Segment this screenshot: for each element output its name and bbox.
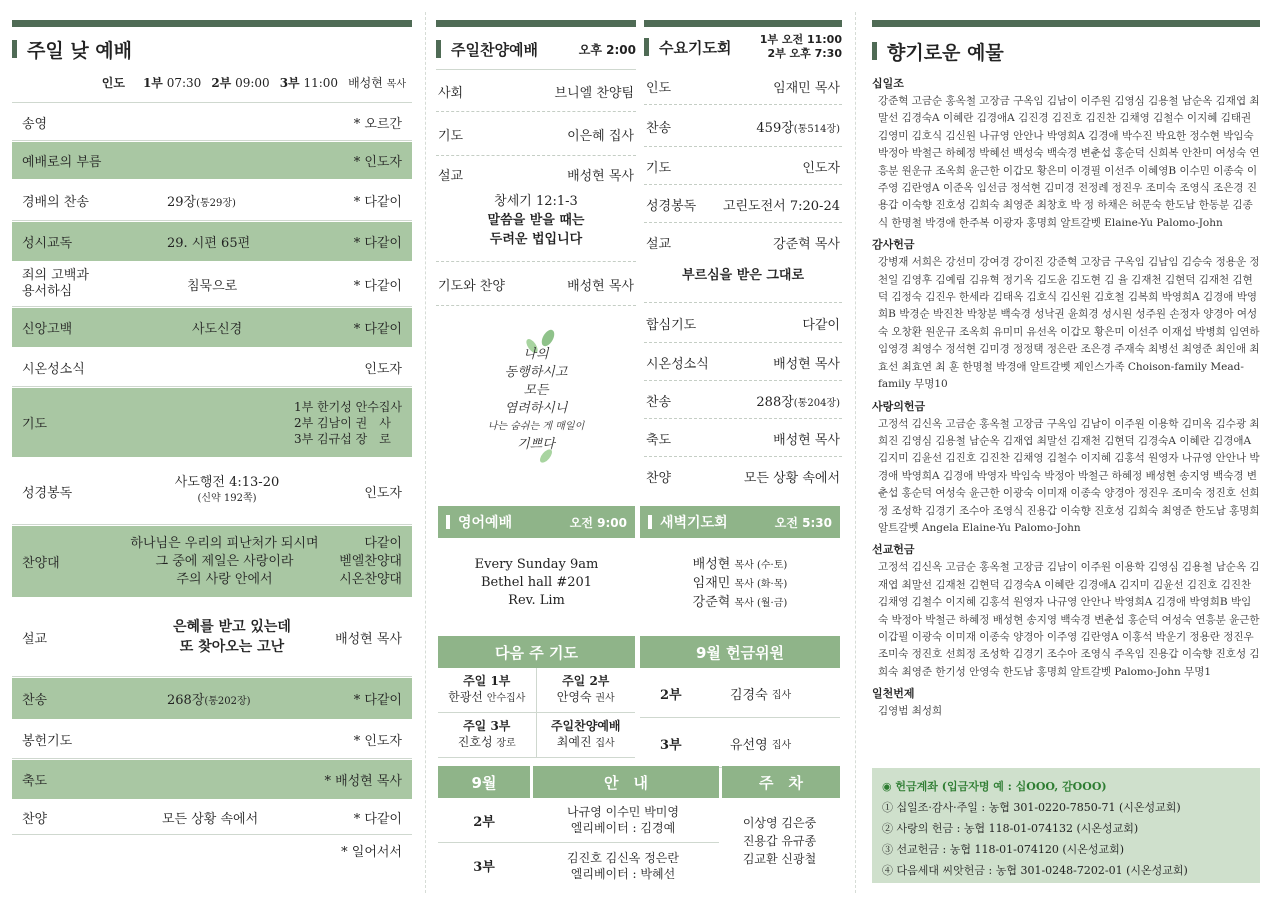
- order-row: 찬송 268장(통202장) * 다같이: [12, 677, 412, 719]
- offering-names: 고정석 김신옥 고금순 홍옥철 고장금 김남이 이주원 이용학 김영심 김용철 남순옥 김재엽 최말선 김재천 김현덕 김경숙A 이혜란 김경애A 김지미 김윤선 김진호 김진찬 김채영 김철수 이지혜 김홍석 원영자 나규영 안안나 박영희A 김경애 박영희B 박임숙 박정아 박철근 하혜정 배성현 송지영 백숙경 변춘섭 홍순덕 여성숙 연흥분 윤근한 이갑필 이광숙 이미재 이종숙 양경아 이주영 김란영A 이홍석 박운기 정용란 정진우 조미숙 정진호 선희정 조성학 김경기 조수아 조영식 주옥임 진용갑 이숙향 진호성 김희숙 최영준 한기성 안영숙 한도남 홍명희 알트갈벳 Palomo-John 무명1: [878, 561, 1260, 678]
- praise-row: 설교 배성현 목사: [436, 156, 636, 192]
- account-line: ④ 다음세대 씨앗헌금 : 농협 301-0248-7202-01 (시온성교회): [882, 864, 1188, 877]
- title-mark-icon: [872, 42, 877, 60]
- dawn-title-bar: 새벽기도회 오전 5:30: [640, 506, 840, 538]
- account-line: ② 사랑의 헌금 : 농협 118-01-074132 (시온성교회): [882, 822, 1139, 835]
- wed-row: 인도 임재민 목사: [644, 67, 842, 105]
- sunday-title: 주일 낮 예배: [12, 31, 412, 67]
- guide-table: 9월 안 내 주 차 2부 나규영 이수민 박미영 엘리베이터 : 김경예 3부 김진호 김신옥 정은란 엘리베이터 : 박혜선 이상영 김은중 진용갑 유규종 김교환 신광철: [438, 766, 840, 888]
- order-row: 시온성소식 인도자: [12, 347, 412, 387]
- standing-note: * 일어서서: [12, 835, 412, 865]
- wed-row: 성경봉독 고린도전서 7:20-24: [644, 185, 842, 223]
- leader-name: 배성현 목사: [348, 75, 406, 90]
- next-prayer-grid: [438, 668, 635, 758]
- wednesday-panel: [644, 0, 842, 495]
- wed-row: 합심기도 다같이: [644, 303, 842, 343]
- order-row: 경배의 찬송 29장(통29장) * 다같이: [12, 179, 412, 221]
- prayer-cell: 주일 1부 한광선 안수집사: [438, 668, 537, 713]
- offering-names: 김영범 최성희: [878, 705, 943, 718]
- prayer-cell: 주일찬양예배 최예진 집사: [550, 719, 621, 749]
- order-row: 축도 * 배성현 목사: [12, 759, 412, 799]
- title-mark-icon: [436, 40, 441, 58]
- parking-names: 이상영 김은중 진용갑 유규종 김교환 신광철: [742, 816, 817, 866]
- order-row: 봉헌기도 * 인도자: [12, 719, 412, 759]
- offerings-panel: [872, 0, 1260, 721]
- praise-row: 사회 브니엘 찬양팀: [436, 70, 636, 112]
- wed-row: 축도 배성현 목사: [644, 419, 842, 457]
- praise-row: 기도 이은혜 집사: [436, 112, 636, 156]
- order-row: 죄의 고백과 용서하심 침묵으로 * 다같이: [12, 261, 412, 307]
- prayer-cell: 주일 3부 진호성 장로: [438, 713, 537, 757]
- wednesday-title: 수요기도회 1부 오전 11:00 2부 오후 7:30: [644, 27, 842, 67]
- committee-row: 3부 유선영 집사: [640, 718, 840, 768]
- wed-sermon: 부르심을 받은 그대로: [644, 261, 842, 303]
- english-title-bar: 영어예배 오전 9:00: [438, 506, 635, 538]
- offering-category: 선교헌금: [872, 543, 915, 557]
- account-title: ◉ 헌금계좌 (입금자명 예 : 십OOO, 감OOO): [882, 780, 1107, 793]
- offering-category: 사랑의헌금: [872, 399, 926, 413]
- offering-category: 일천번제: [872, 687, 915, 701]
- order-row: 찬양 모든 상황 속에서 * 다같이: [12, 799, 412, 835]
- title-mark-icon: [644, 38, 649, 56]
- english-service: [438, 506, 635, 610]
- service-times: [12, 67, 412, 97]
- time-1: 1부 07:30: [142, 75, 202, 90]
- guide-row: 2부 나규영 이수민 박미영 엘리베이터 : 김경예: [438, 798, 719, 843]
- sunday-service-panel: [12, 0, 412, 865]
- offering-names: 강준혁 고금순 홍옥철 고장금 구옥임 김남이 이주원 김영심 김용철 남순옥 김재엽 최말선 김경숙A 이혜란 김경애A 김진경 김진호 김진찬 김채영 김철수 이지혜 김태권 김영미 김호식 김신원 나규영 안안나 박영희A 김경애 박수진 박요한 정수현 박임숙 박정아 박철근 하혜정 박혜선 백성숙 백숙경 변춘섭 홍순덕 신희복 안찬미 여성숙 연흥분 원운규 조옥희 윤근한 이갑모 황은미 이경필 이선주 이혜영B 이수민 이종숙 이주영 김란영A 이준옥 임선금 정석현 김미경 전정례 정진우 조미숙 조영식 조은경 진용갑 이숙향 진호성 김희숙 최영준 최창호 박 정 하채은 허문숙 한도남 한동분 김종식 한명철 박경애 한주복 이광자 홍명희 알트갈벳 Elaine-Yu Palomo-John: [878, 95, 1260, 229]
- wed-row: 기도 인도자: [644, 147, 842, 185]
- prayer-cell: 주일 2부 안영숙 권사: [537, 668, 636, 713]
- wed-row: 설교 강준혁 목사: [644, 223, 842, 261]
- account-line: ① 십일조·감사·주일 : 농협 301-0220-7850-71 (시온성교회): [882, 801, 1181, 814]
- praise-title: 주일찬양예배 오후 2:00: [436, 31, 636, 67]
- order-row: 신앙고백 사도신경 * 다같이: [12, 307, 412, 347]
- wed-row: 찬양 모든 상황 속에서: [644, 457, 842, 495]
- offering-category: 십일조: [872, 77, 904, 90]
- offering-category: 감사헌금: [872, 238, 915, 252]
- dawn-prayer: [640, 506, 840, 613]
- account-box: [872, 768, 1260, 883]
- prayer-row: 기도 1부 한기성 안수집사 2부 김남이 권 사 3부 김규섭 장 로: [12, 387, 412, 457]
- calligraphy-art: 나의 동행하시고 모든 염려하시니 나는 숨쉬는 게 매일이 기쁘다: [436, 306, 636, 502]
- reading-row: 성경봉독 사도행전 4:13-20 (신약 192쪽) 인도자: [12, 457, 412, 525]
- choir-row: 찬양대 하나님은 우리의 피난처가 되시며 그 중에 제일은 사랑이라 주의 사랑 안에서 다같이 벧엘찬양대 시온찬양대: [12, 525, 412, 597]
- dawn-info: 배성현 목사 (수·토) 임재민 목사 (화·목) 강준혁 목사 (월·금): [692, 557, 788, 610]
- account-line: ③ 선교헌금 : 농협 118-01-074120 (시온성교회): [882, 843, 1125, 856]
- time-3: 3부 11:00: [279, 75, 339, 90]
- offering-names: 강병재 서희은 강선미 강여경 강이진 강준혁 고장금 구옥임 김남임 김승숙 정용운 정천일 김영후 김예림 김유혁 정기옥 김도윤 김도현 김 율 김재천 김현덕 김재천 김현덕 김정숙 김진우 한세라 김태옥 김호식 김신원 김호철 김복희 박영희A 김경애 박영희B 박경순 박진찬 박창분 백숙경 성낙권 윤희경 성시원 성주원 손정자 양경아 여성숙 오창환 원운규 조옥희 유미미 유선옥 이갑모 황은미 이선주 이재섭 박병희 임연하 임영경 최영수 정석현 김미경 정정택 정은란 조은경 주재숙 최병선 최영준 최인애 최효선 최효연 최 훈 한명철 박경애 알트갈벳 제인스가족 Choison-family Mead-family 무명10: [878, 256, 1260, 391]
- committee-row: 2부 김경숙 집사: [640, 668, 840, 718]
- wed-row: 찬송 459장(통514장): [644, 105, 842, 147]
- guide-row: 3부 김진호 김신옥 정은란 엘리베이터 : 박혜선: [473, 850, 679, 881]
- leader-label: 인도: [101, 75, 125, 90]
- wed-row: 찬송 288장(통204장): [644, 381, 842, 419]
- next-prayer: 다음 주 기도 주일 1부 한광선 안수집사 주일 2부 안영숙 권사 주일 3부 진호성 장로 주일찬양예배 최예진 집사: [438, 636, 635, 758]
- offering-names: 고정석 김신옥 고금순 홍옥철 고장금 구옥임 김남이 이주원 이용학 김미옥 김수광 최희진 김영심 김용철 남순옥 김재엽 최말선 김재천 김현덕 김경숙A 이혜란 김경애A 김지미 김윤선 김진호 김진찬 김채영 김철수 이지혜 김홍석 원영자 나규영 안안나 박경애 박영희A 김경애 박영자 박임숙 박정아 박철근 하혜정 배성현 송지영 백숙경 변춘섭 홍순덕 여성숙 윤근한 이광숙 이미재 이종숙 양경아 정진우 조미숙 정진호 선희정 조성학 김경기 조수아 조영식 진용갑 이숙향 진호성 김희숙 최영준 한도남 홍명희 알트갈벳 Angela Elaine-Yu Palomo-John: [878, 417, 1260, 534]
- order-row: 송영 * 오르간: [12, 103, 412, 141]
- offerings-title: 향기로운 예물: [872, 31, 1260, 71]
- english-info: Every Sunday 9am Bethel hall #201 Rev. Lim: [474, 557, 599, 608]
- panel-top-bar: [12, 20, 412, 27]
- offering-committee: 9월 헌금위원 2부 김경숙 집사 3부 유선영 집사: [640, 636, 840, 768]
- praise-service-panel: [436, 0, 636, 502]
- order-row: 성시교독 29. 시편 65편 * 다같이: [12, 221, 412, 261]
- wed-row: 시온성소식 배성현 목사: [644, 343, 842, 381]
- praise-sermon: 창세기 12:1-3 말씀을 받을 때는 두려운 법입니다: [436, 192, 636, 262]
- title-mark-icon: [12, 40, 17, 58]
- order-row: 예배로의 부름 * 인도자: [12, 141, 412, 179]
- time-2: 2부 09:00: [211, 75, 270, 90]
- praise-row: 기도와 찬양 배성현 목사: [436, 262, 636, 306]
- sermon-row: 설교 은혜를 받고 있는데 또 찾아오는 고난 배성현 목사: [12, 597, 412, 677]
